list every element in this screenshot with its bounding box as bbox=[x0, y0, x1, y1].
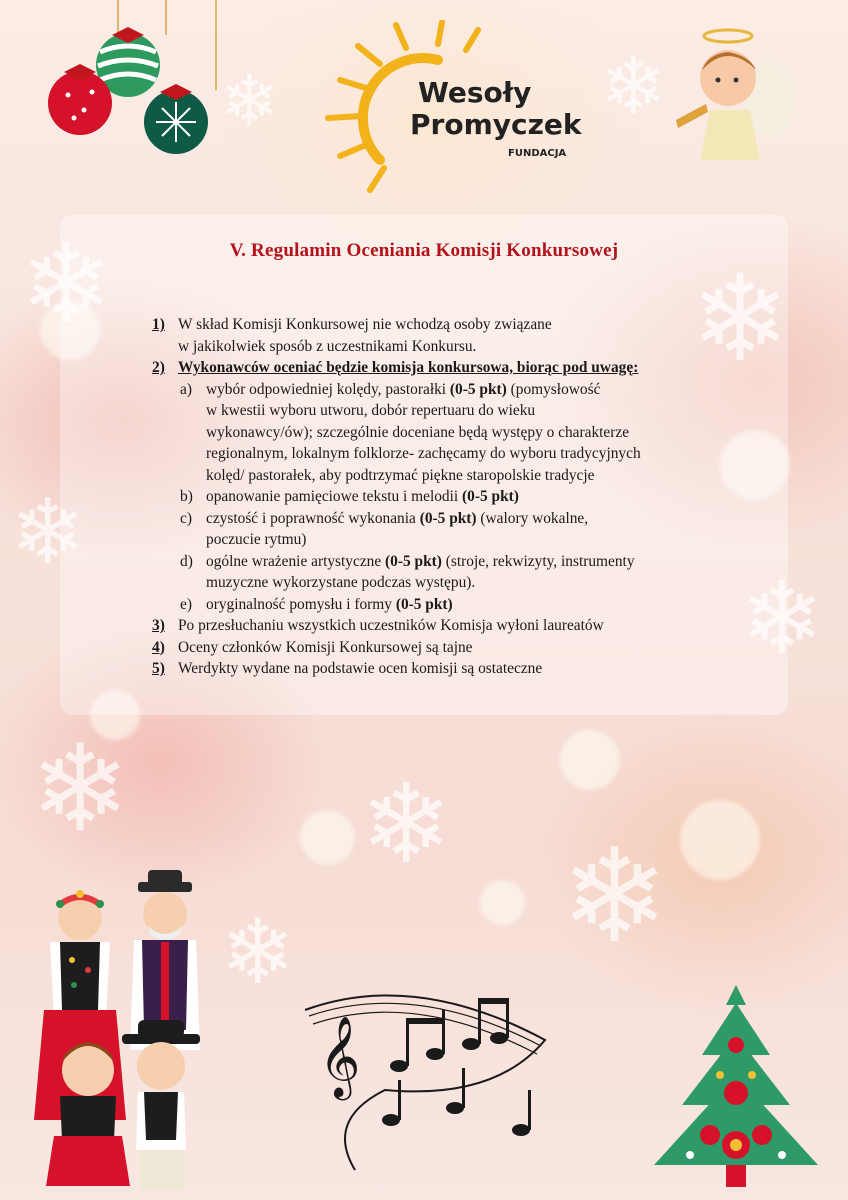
item-number: 3) bbox=[152, 617, 165, 634]
sub-item-text: ogólne wrażenie artystyczne bbox=[206, 552, 386, 570]
list-item bbox=[152, 615, 712, 637]
points-label: (0-5 pkt) bbox=[462, 488, 519, 505]
fundacja-logo bbox=[318, 20, 588, 200]
list-item bbox=[152, 658, 712, 680]
item-text: Oceny członków Komisji Konkursowej są tajne bbox=[178, 638, 473, 656]
sub-item-text: w kwestii wyboru utworu, dobór repertuaru do wieku bbox=[206, 402, 536, 419]
bokeh-light bbox=[680, 800, 760, 880]
item-text: Wykonawców oceniać będzie komisja konkursowa, biorąc pod uwagę: bbox=[178, 359, 639, 376]
sub-item-text: muzyczne wykorzystane podczas występu). bbox=[206, 574, 476, 591]
sub-item-text: kolęd/ pastorałek, aby podtrzymać piękne staropolskie tradycje bbox=[206, 466, 595, 484]
snowflake-icon: ❄ bbox=[30, 720, 131, 859]
sub-item-text: czystość i poprawność wykonania bbox=[206, 509, 420, 527]
rules-list bbox=[152, 314, 712, 680]
snowflake-icon: ❄ bbox=[740, 560, 824, 677]
angel-icon bbox=[670, 20, 800, 170]
sub-list-item bbox=[152, 551, 712, 594]
list-item bbox=[152, 357, 712, 379]
bokeh-light bbox=[560, 730, 620, 790]
item-text: Po przesłuchaniu wszystkich uczestników Komisja wyłoni laureatów bbox=[178, 617, 604, 634]
item-number: 5) bbox=[152, 660, 165, 677]
sub-list-item bbox=[152, 379, 712, 487]
svg-text:𝄞: 𝄞 bbox=[319, 1015, 361, 1097]
logo-name-line2: Promyczek bbox=[410, 108, 582, 141]
sub-item-text: (walory wokalne, bbox=[476, 509, 589, 527]
christmas-ornaments-icon bbox=[40, 0, 220, 160]
sub-item-letter: b) bbox=[180, 488, 193, 505]
sub-item-text: poczucie rytmu) bbox=[206, 531, 307, 548]
sub-item-text: regionalnym, lokalnym folklorze- zachęcamy do wyboru tradycyjnych bbox=[206, 445, 641, 462]
points-label: (0-5 pkt) bbox=[385, 552, 442, 570]
snowflake-icon: ❄ bbox=[600, 40, 668, 133]
snowflake-icon: ❄ bbox=[20, 220, 113, 348]
logo-name-line1: Wesoły bbox=[418, 76, 532, 109]
snowflake-icon: ❄ bbox=[10, 480, 86, 585]
sub-item-text: (stroje, rekwizyty, instrumenty bbox=[441, 552, 635, 570]
item-number: 4) bbox=[152, 638, 165, 656]
bokeh-light bbox=[480, 880, 525, 925]
snowflake-icon: ❄ bbox=[360, 760, 453, 888]
sub-item-text: (pomysłowość bbox=[506, 380, 601, 398]
item-number: 2) bbox=[152, 359, 165, 376]
sub-item-letter: c) bbox=[180, 509, 192, 527]
snowflake-icon: ❄ bbox=[690, 250, 791, 389]
sub-item-text: wykonawcy/ów); szczególnie doceniane będą występy o charakterze bbox=[206, 423, 630, 441]
item-text: w jakikolwiek sposób z uczestnikami Konkursu. bbox=[178, 337, 477, 355]
snowflake-icon: ❄ bbox=[560, 820, 669, 972]
points-label: (0-5 pkt) bbox=[419, 509, 477, 527]
sub-item-text: oryginalność pomysłu i formy bbox=[206, 595, 396, 613]
item-text: Werdykty wydane na podstawie ocen komisji są ostateczne bbox=[178, 660, 543, 677]
list-item bbox=[152, 637, 712, 659]
sub-item-letter: a) bbox=[180, 380, 192, 398]
list-item bbox=[152, 314, 712, 357]
page-title: V. Regulamin Oceniania Komisji Konkursowej bbox=[229, 240, 619, 261]
sub-item-letter: e) bbox=[180, 595, 192, 613]
sub-list-item bbox=[152, 594, 712, 616]
snowflake-icon: ❄ bbox=[220, 60, 279, 142]
item-text: W skład Komisji Konkursowej nie wchodzą osoby związane bbox=[178, 316, 552, 333]
sub-item-letter: d) bbox=[180, 552, 193, 570]
item-number: 1) bbox=[152, 316, 165, 333]
logo-subtitle: FUNDACJA bbox=[508, 148, 567, 159]
folk-family-illustration bbox=[30, 870, 230, 1196]
points-label: (0-5 pkt) bbox=[395, 595, 453, 613]
sub-list-item bbox=[152, 486, 712, 508]
snowflake-icon: ❄ bbox=[220, 900, 296, 1005]
sub-item-text: opanowanie pamięciowe tekstu i melodii bbox=[206, 488, 463, 505]
points-label: (0-5 pkt) bbox=[449, 380, 507, 398]
sub-item-text: wybór odpowiedniej kolędy, pastorałki bbox=[206, 380, 450, 398]
music-notes-icon bbox=[295, 980, 565, 1180]
sub-list-item bbox=[152, 508, 712, 551]
bokeh-light bbox=[300, 810, 355, 865]
folk-christmas-tree-icon bbox=[650, 985, 822, 1195]
